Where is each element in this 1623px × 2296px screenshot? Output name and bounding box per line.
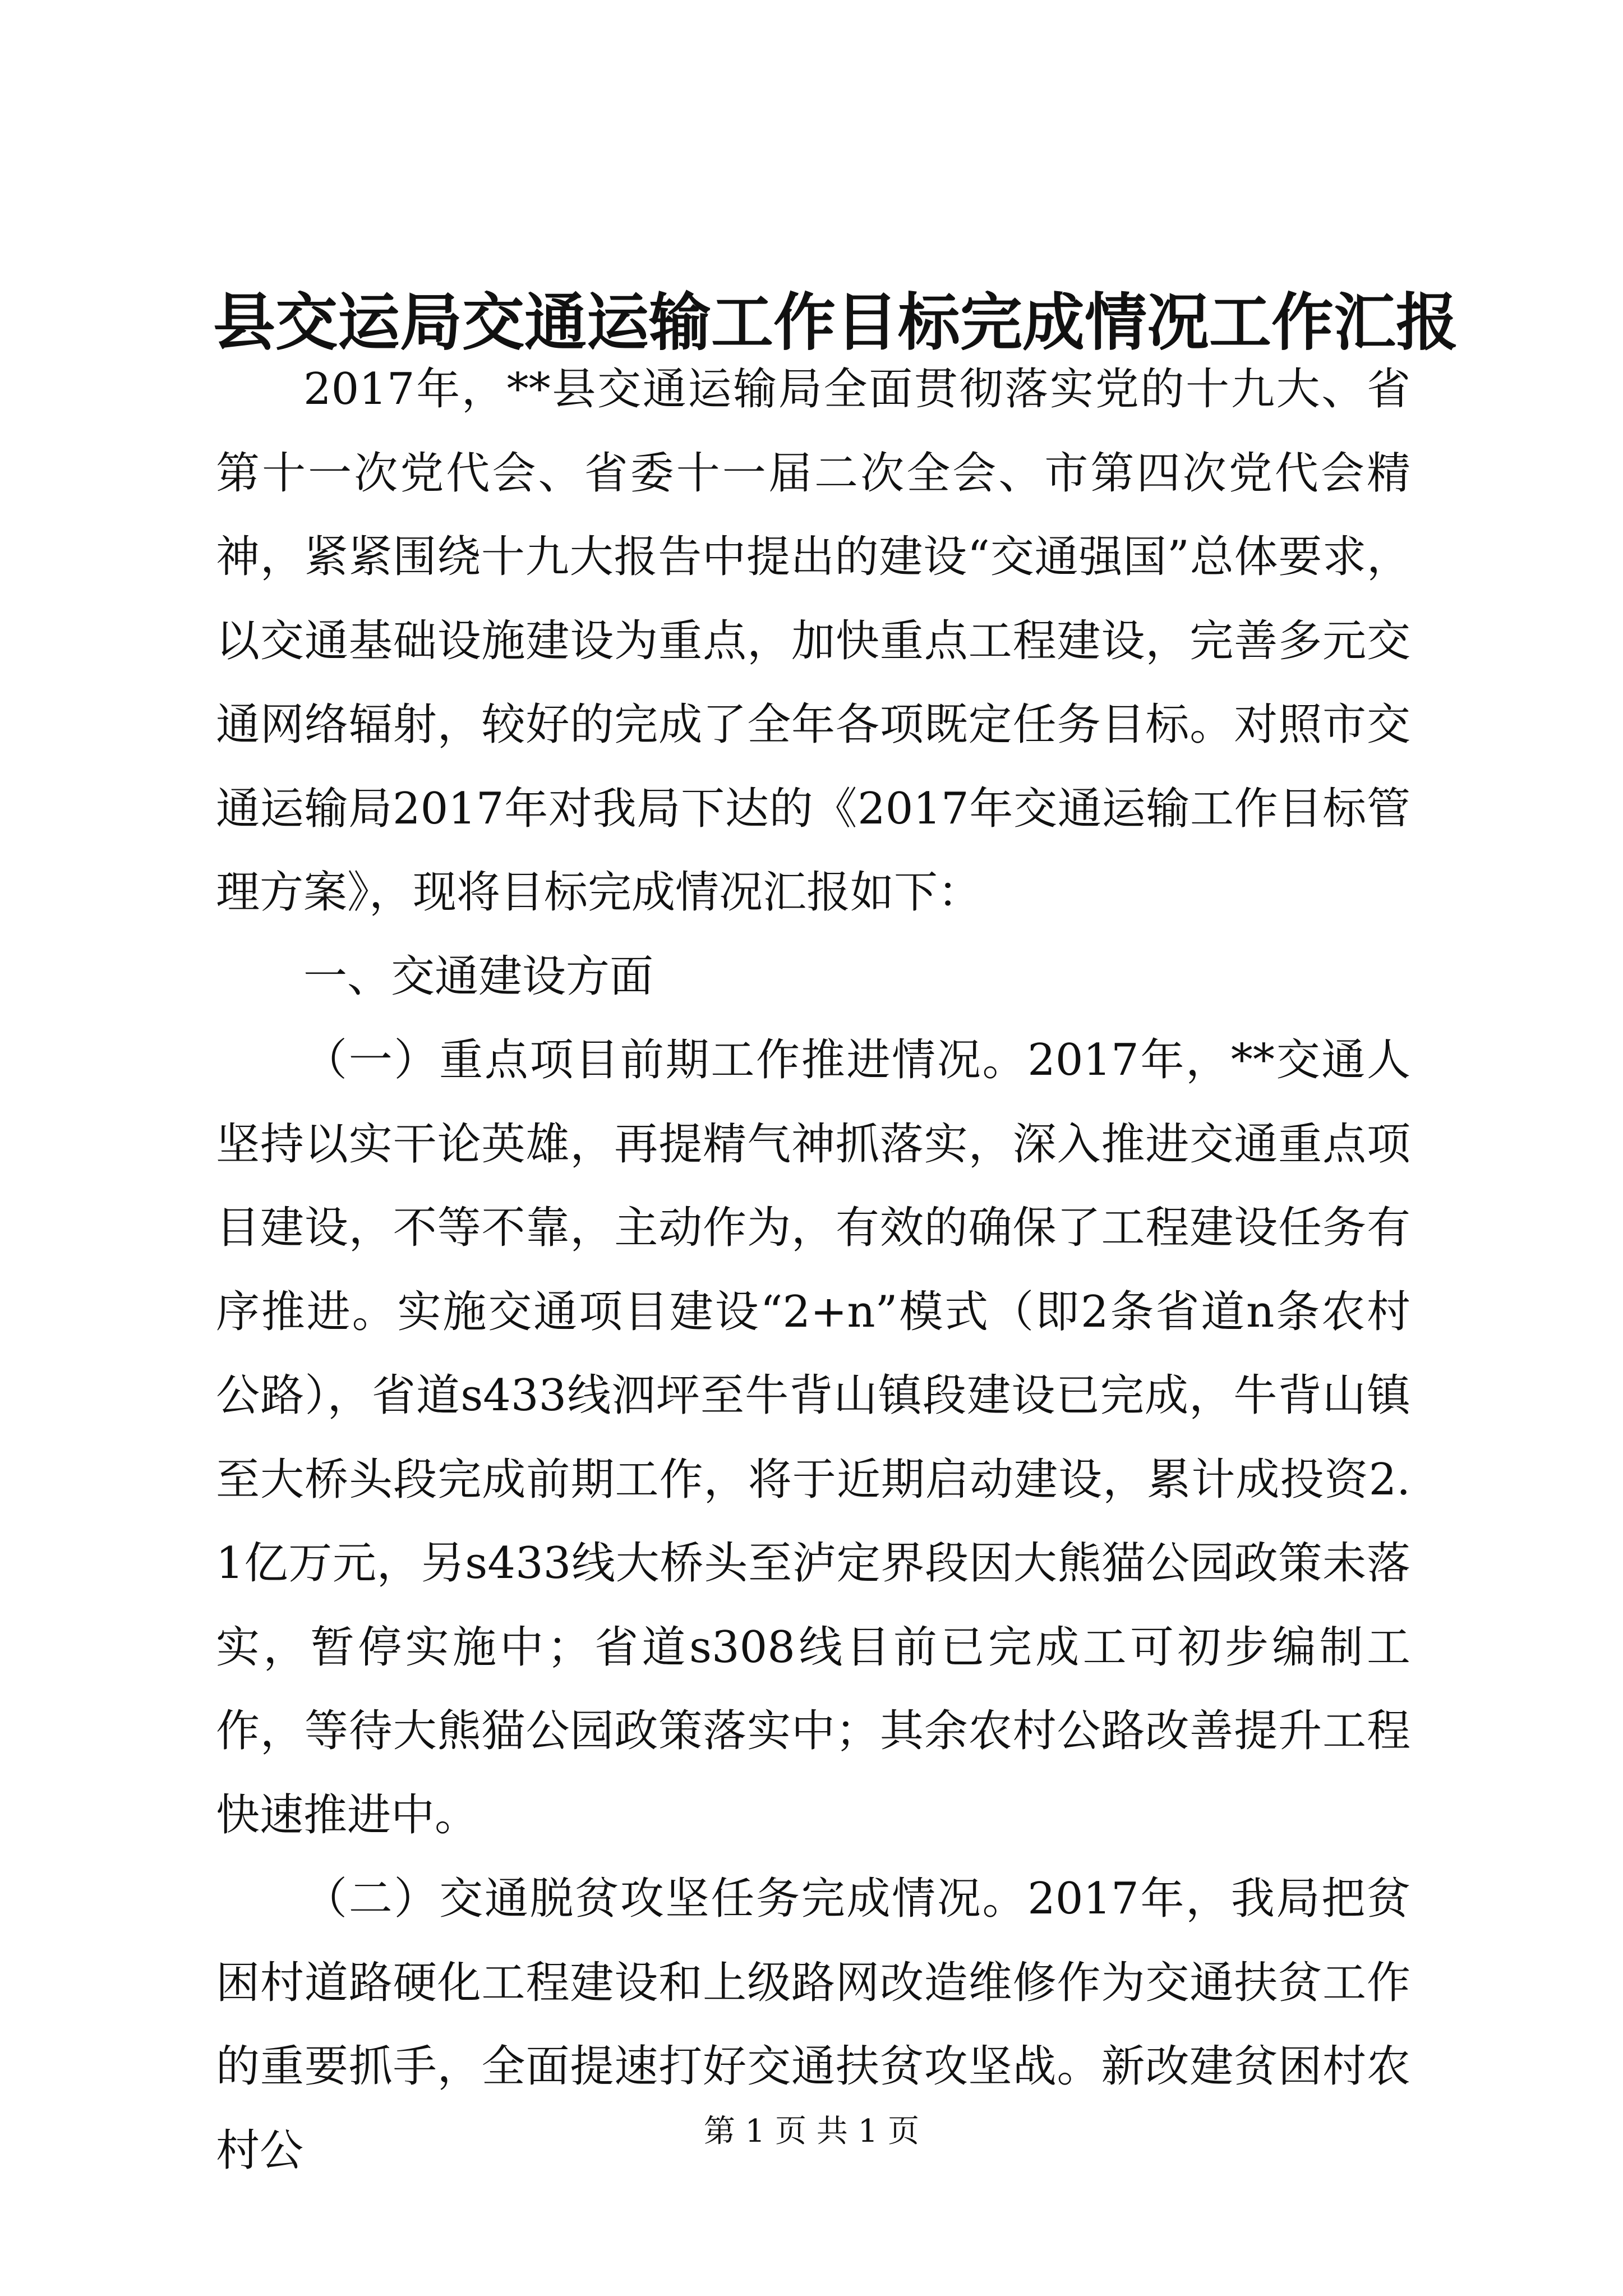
- intro-paragraph: 2017年，**县交通运输局全面贯彻落实党的十九大、省第十一次党代会、省委十一届二次全会、市第四次党代会精神，紧紧围绕十九大报告中提出的建设“交通强国”总体要求，以交通基础设施建设为重点，加快重点工程建设，完善多元交通网络辐射，较好的完成了全年各项既定任务目标。对照市交通运输局2017年对我局下达的《2017年交通运输工作目标管理方案》，现将目标完成情况汇报如下：: [216, 364, 1410, 918]
- paragraph-poverty-alleviation: （二）交通脱贫攻坚任务完成情况。2017年，我局把贫困村道路硬化工程建设和上级路网改造维修作为交通扶贫工作的重要抓手，全面提速打好交通扶贫攻坚战。新改建贫困村农村公: [216, 1874, 1410, 2176]
- page-number-footer: 第 1 页 共 1 页: [703, 2113, 920, 2150]
- section-heading-transport-construction: 一、交通建设方面: [303, 951, 654, 1002]
- document-body: [216, 348, 1410, 2193]
- document-title: 县交运局交通运输工作目标完成情况工作汇报: [213, 286, 1459, 359]
- paragraph-key-projects: （一）重点项目前期工作推进情况。2017年，**交通人坚持以实干论英雄，再提精气神抓落实，深入推进交通重点项目建设，不等不靠，主动作为，有效的确保了工程建设任务有序推进。实施交通项目建设“2+n”模式（即2条省道n条农村公路），省道s433线泗坪至牛背山镇段建设已完成，牛背山镇至大桥头段完成前期工作，将于近期启动建设，累计成投资2.1亿万元，另s433线大桥头至泸定界段因大熊猫公园政策未落实，暂停实施中；省道s308线目前已完成工可初步编制工作，等待大熊猫公园政策落实中；其余农村公路改善提升工程快速推进中。: [216, 1035, 1410, 1841]
